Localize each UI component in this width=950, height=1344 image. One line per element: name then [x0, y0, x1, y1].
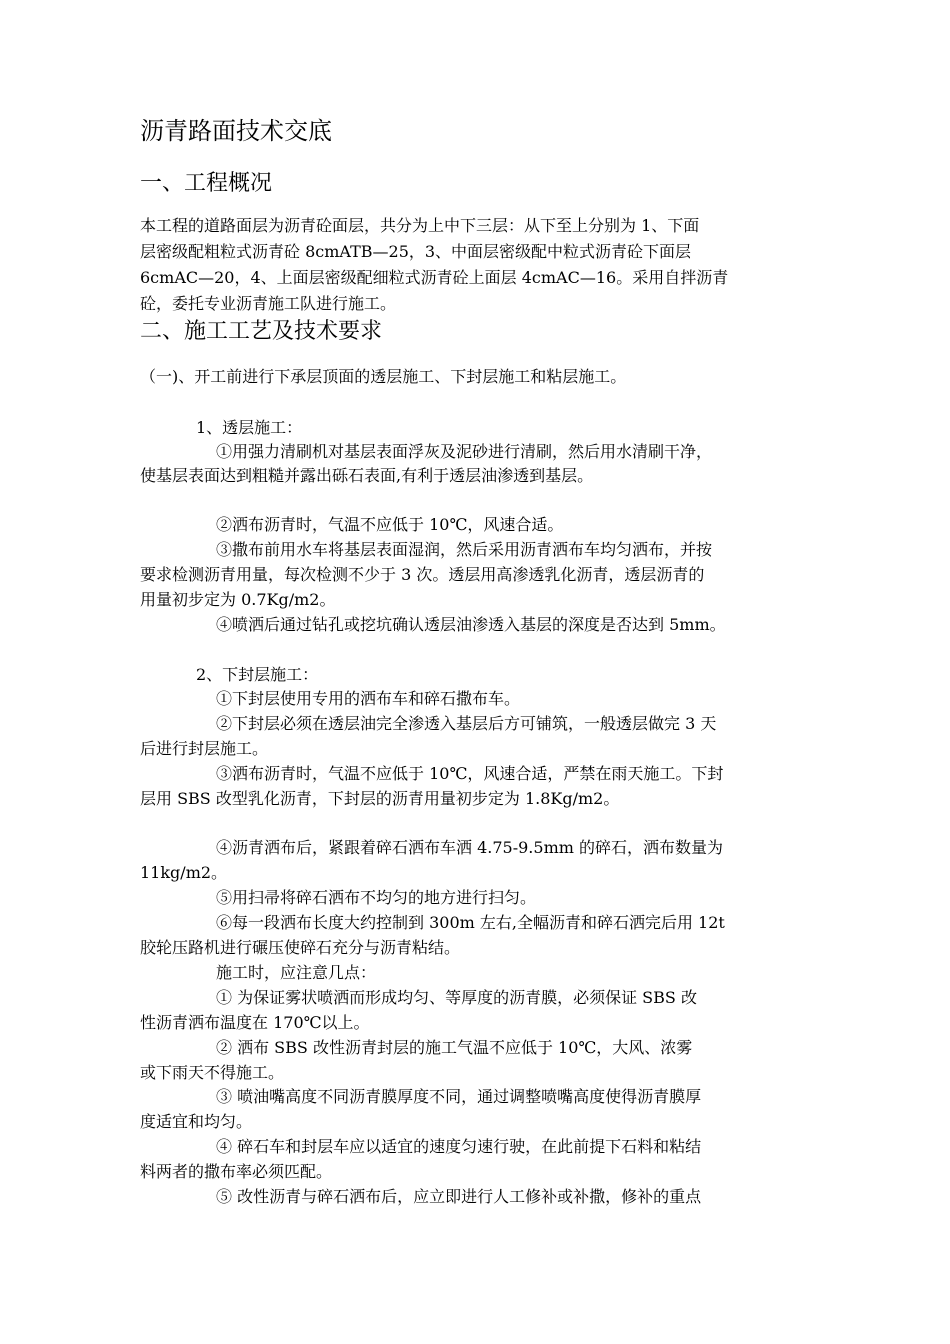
document-title: 沥青路面技术交底 [140, 117, 332, 145]
paragraph-line: ①用强力清刷机对基层表面浮灰及泥砂进行清刷，然后用水清刷干净， [216, 442, 713, 461]
subsection-heading: （一)、开工前进行下承层顶面的透层施工、下封层施工和粘层施工。 [140, 367, 627, 386]
section-heading-overview: 一、工程概况 [140, 171, 273, 196]
item-heading-lower-seal: 2、下封层施工： [196, 665, 319, 684]
paragraph-line: ④沥青洒布后，紧跟着碎石洒布车洒 4.75-9.5mm 的碎石，洒布数量为 [216, 838, 723, 857]
paragraph-line: 用量初步定为 0.7Kg/m2。 [140, 590, 336, 609]
paragraph-line: ④ 碎石车和封层车应以适宜的速度匀速行驶，在此前提下石料和粘结 [216, 1137, 702, 1156]
paragraph-line: 度适宜和均匀。 [140, 1112, 253, 1131]
notes-heading: 施工时，应注意几点： [216, 963, 377, 982]
paragraph-line: ⑥每一段洒布长度大约控制到 300m 左右,全幅沥青和碎石洒完后用 12t [216, 913, 725, 932]
paragraph-line: ① 为保证雾状喷洒而形成均匀、等厚度的沥青膜，必须保证 SBS 改 [216, 988, 697, 1007]
paragraph-line: ⑤用扫帚将碎石洒布不均匀的地方进行扫匀。 [216, 888, 537, 907]
paragraph-line: 使基层表面达到粗糙并露出砾石表面,有利于透层油渗透到基层。 [140, 466, 594, 485]
paragraph-line: 或下雨天不得施工。 [140, 1063, 285, 1082]
paragraph-line: ①下封层使用专用的洒布车和碎石撒布车。 [216, 689, 521, 708]
paragraph-line: ③ 喷油嘴高度不同沥青膜厚度不同，通过调整喷嘴高度使得沥青膜厚 [216, 1087, 702, 1106]
paragraph-line: ②下封层必须在透层油完全渗透入基层后方可铺筑，一般透层做完 3 天 [216, 714, 717, 733]
paragraph-line: 层密级配粗粒式沥青砼 8cmATB—25，3、中面层密级配中粒式沥青砼下面层 [140, 242, 692, 261]
paragraph-line: ③洒布沥青时，气温不应低于 10℃，风速合适，严禁在雨天施工。下封 [216, 764, 724, 783]
paragraph-line: 层用 SBS 改型乳化沥青，下封层的沥青用量初步定为 1.8Kg/m2。 [140, 789, 620, 808]
paragraph-line: 后进行封层施工。 [140, 739, 269, 758]
paragraph-line: 11kg/m2。 [140, 863, 228, 882]
paragraph-line: 6cmAC—20，4、上面层密级配细粒式沥青砼上面层 4cmAC—16。采用自拌沥青 [140, 268, 729, 287]
paragraph-line: ④喷洒后通过钻孔或挖坑确认透层油渗透入基层的深度是否达到 5mm。 [216, 615, 726, 634]
item-heading-prime-coat: 1、透层施工： [196, 418, 303, 437]
paragraph-line: 性沥青洒布温度在 170℃以上。 [140, 1013, 370, 1032]
paragraph-line: 料两者的撒布率必须匹配。 [140, 1162, 333, 1181]
paragraph-line: 要求检测沥青用量，每次检测不少于 3 次。透层用高渗透乳化沥青，透层沥青的 [140, 565, 705, 584]
paragraph-line: 本工程的道路面层为沥青砼面层，共分为上中下三层：从下至上分别为 1、下面 [140, 216, 700, 235]
paragraph-line: ②洒布沥青时，气温不应低于 10℃，风速合适。 [216, 515, 564, 534]
paragraph-line: ② 洒布 SBS 改性沥青封层的施工气温不应低于 10℃，大风、浓雾 [216, 1038, 693, 1057]
paragraph-line: ③撒布前用水车将基层表面湿润，然后采用沥青洒布车均匀洒布，并按 [216, 540, 713, 559]
section-heading-process: 二、施工工艺及技术要求 [140, 319, 383, 344]
paragraph-line: 胶轮压路机进行碾压使碎石充分与沥青粘结。 [140, 938, 461, 957]
paragraph-line: ⑤ 改性沥青与碎石洒布后，应立即进行人工修补或补撒，修补的重点 [216, 1187, 702, 1206]
paragraph-line: 砼，委托专业沥青施工队进行施工。 [140, 294, 397, 313]
